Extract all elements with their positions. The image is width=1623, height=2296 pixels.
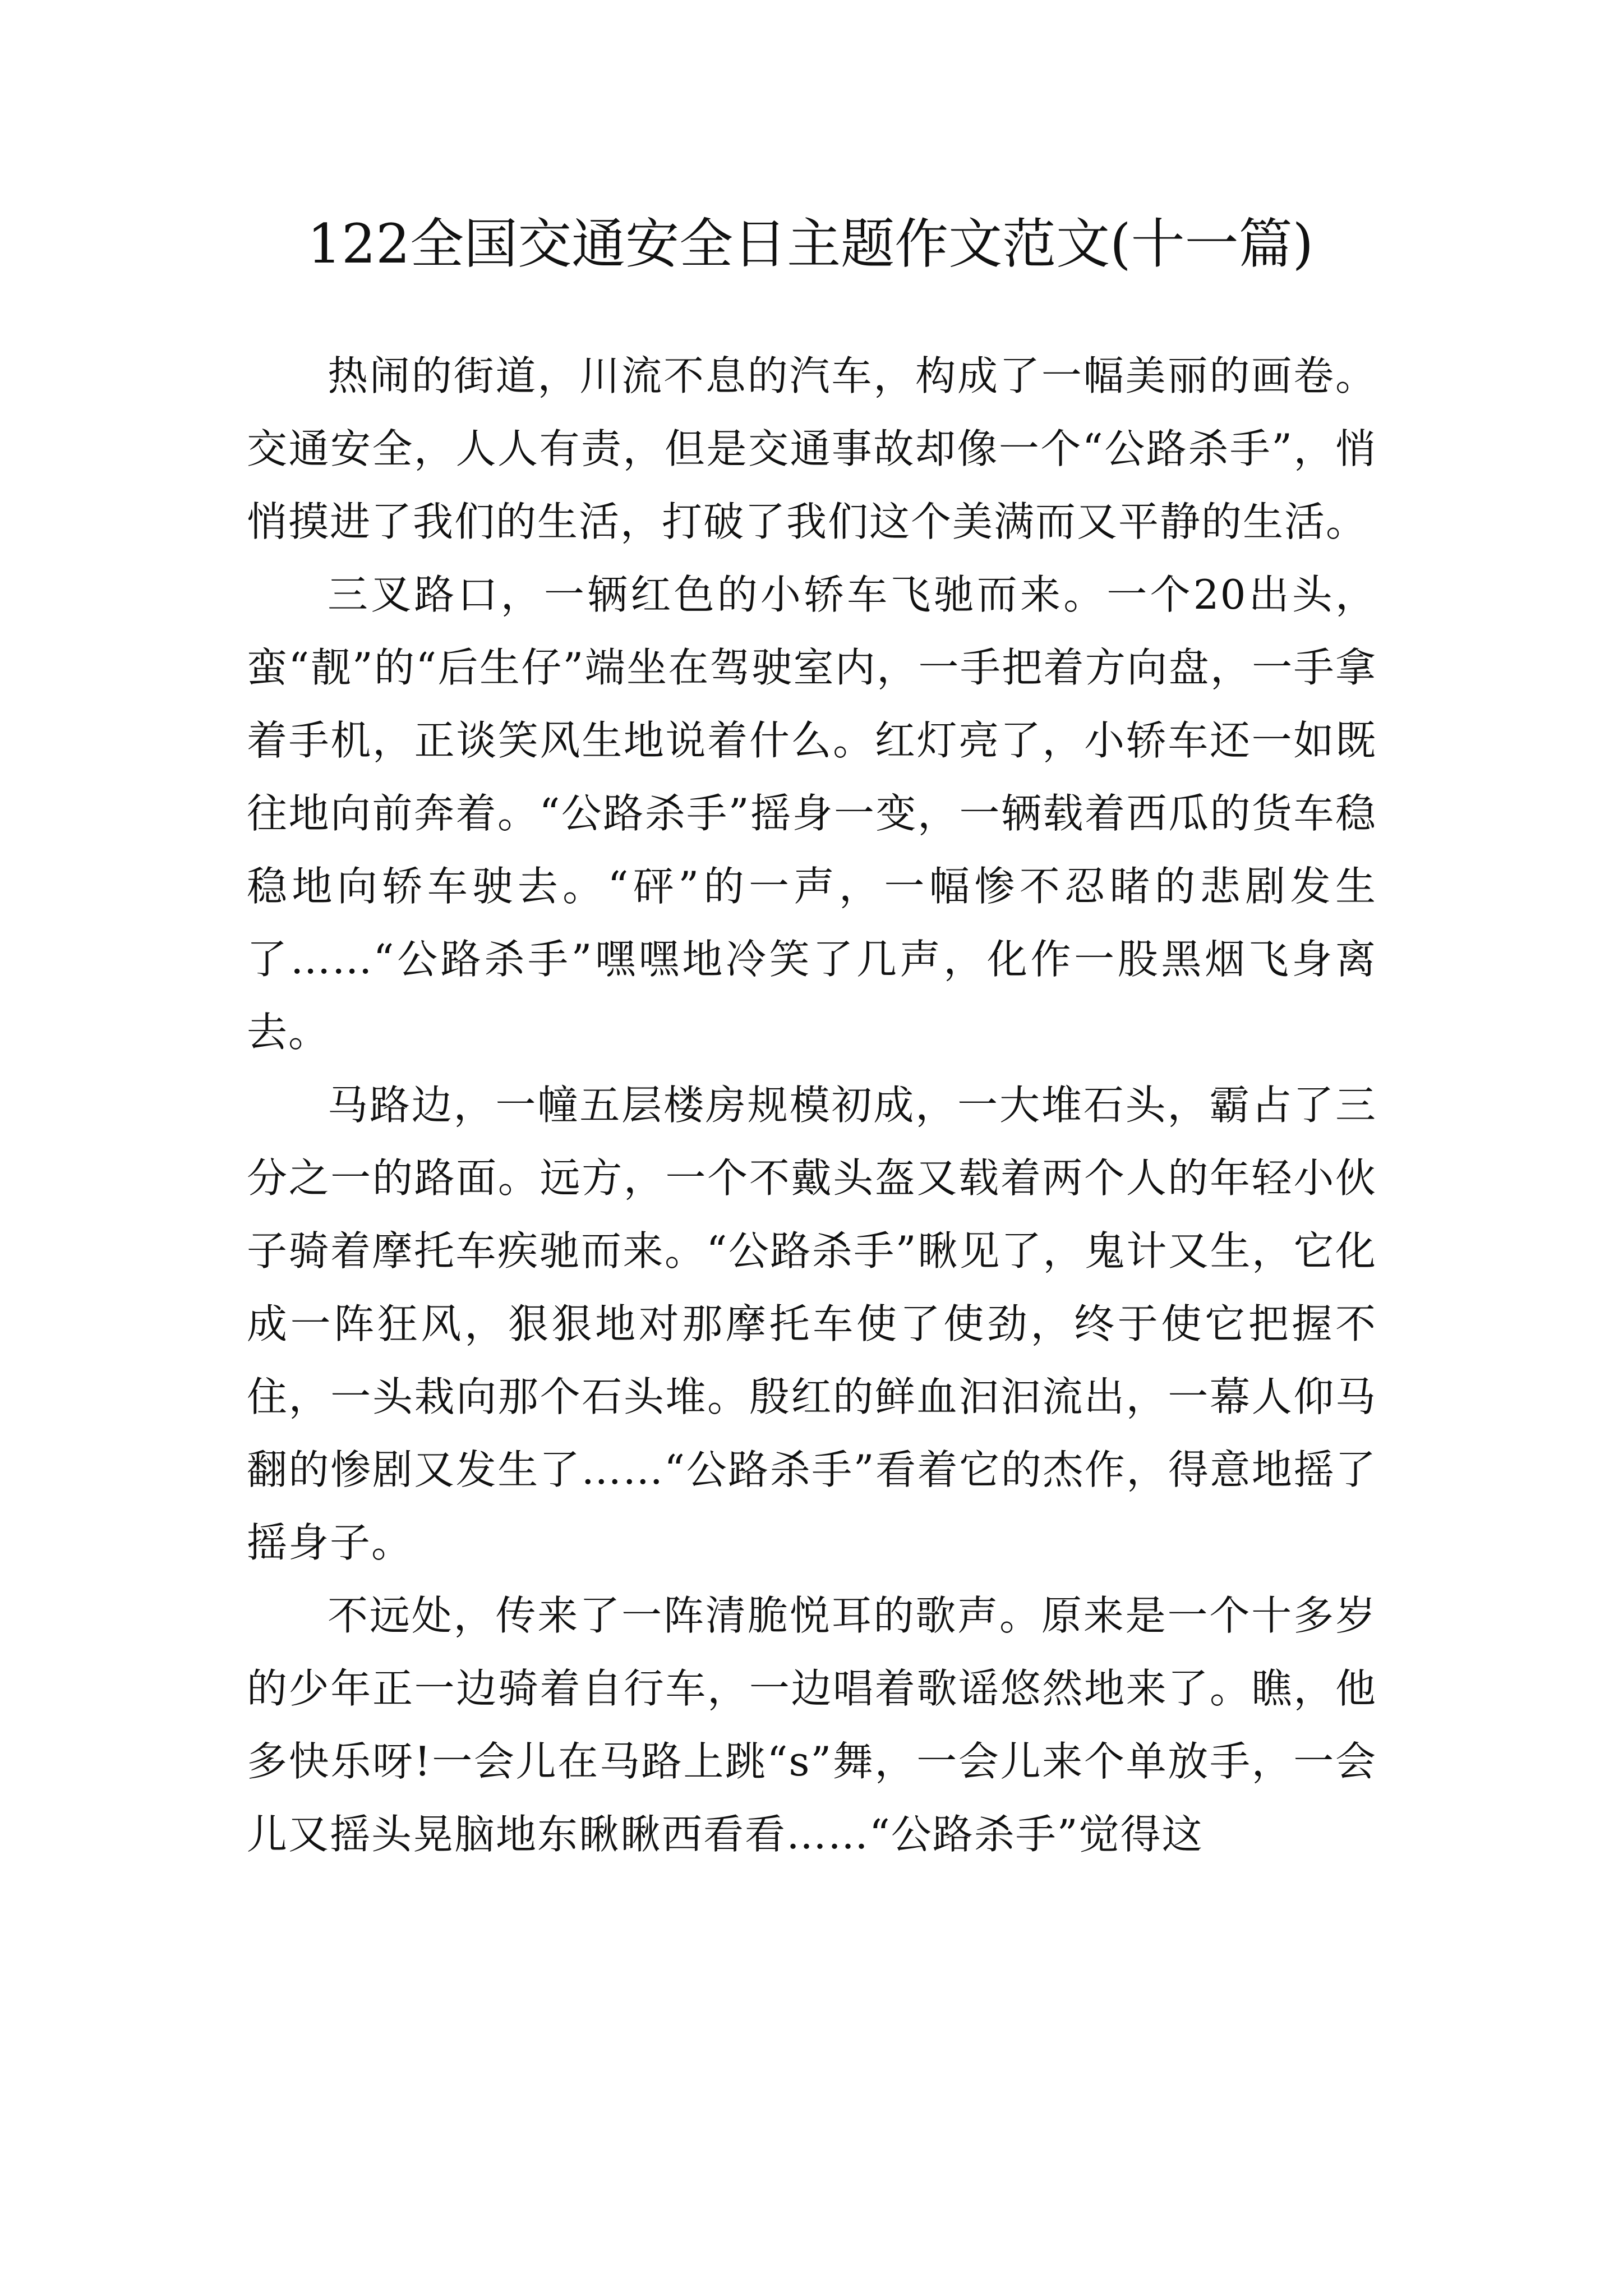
document-body xyxy=(247,339,1377,1871)
paragraph: 马路边，一幢五层楼房规模初成，一大堆石头，霸占了三分之一的路面。远方，一个不戴头盔又载着两个人的年轻小伙子骑着摩托车疾驰而来。“公路杀手”瞅见了，鬼计又生，它化成一阵狂风，狠狠地对那摩托车使了使劲，终于使它把握不住，一头栽向那个石头堆。殷红的鲜血汩汩流出，一幕人仰马翻的惨剧又发生了……“公路杀手”看着它的杰作，得意地摇了摇身子。 xyxy=(247,1082,1377,1566)
paragraph: 三叉路口，一辆红色的小轿车飞驰而来。一个20出头，蛮“靓”的“后生仔”端坐在驾驶室内，一手把着方向盘，一手拿着手机，正谈笑风生地说着什么。红灯亮了，小轿车还一如既往地向前奔着。“公路杀手”摇身一变，一辆载着西瓜的货车稳稳地向轿车驶去。“砰”的一声，一幅惨不忍睹的悲剧发生了……“公路杀手”嘿嘿地冷笑了几声，化作一股黑烟飞身离去。 xyxy=(247,571,1377,1056)
paragraph: 不远处，传来了一阵清脆悦耳的歌声。原来是一个十多岁的少年正一边骑着自行车，一边唱着歌谣悠然地来了。瞧，他多快乐呀!一会儿在马路上跳“s”舞，一会儿来个单放手，一会儿又摇头晃脑地东瞅瞅西看看……“公路杀手”觉得这 xyxy=(247,1592,1377,1858)
paragraph: 热闹的街道，川流不息的汽车，构成了一幅美丽的画卷。交通安全，人人有责，但是交通事故却像一个“公路杀手”，悄悄摸进了我们的生活，打破了我们这个美满而又平静的生活。 xyxy=(247,352,1377,545)
document-title: 122全国交通安全日主题作文范文(十一篇) xyxy=(307,213,1314,275)
